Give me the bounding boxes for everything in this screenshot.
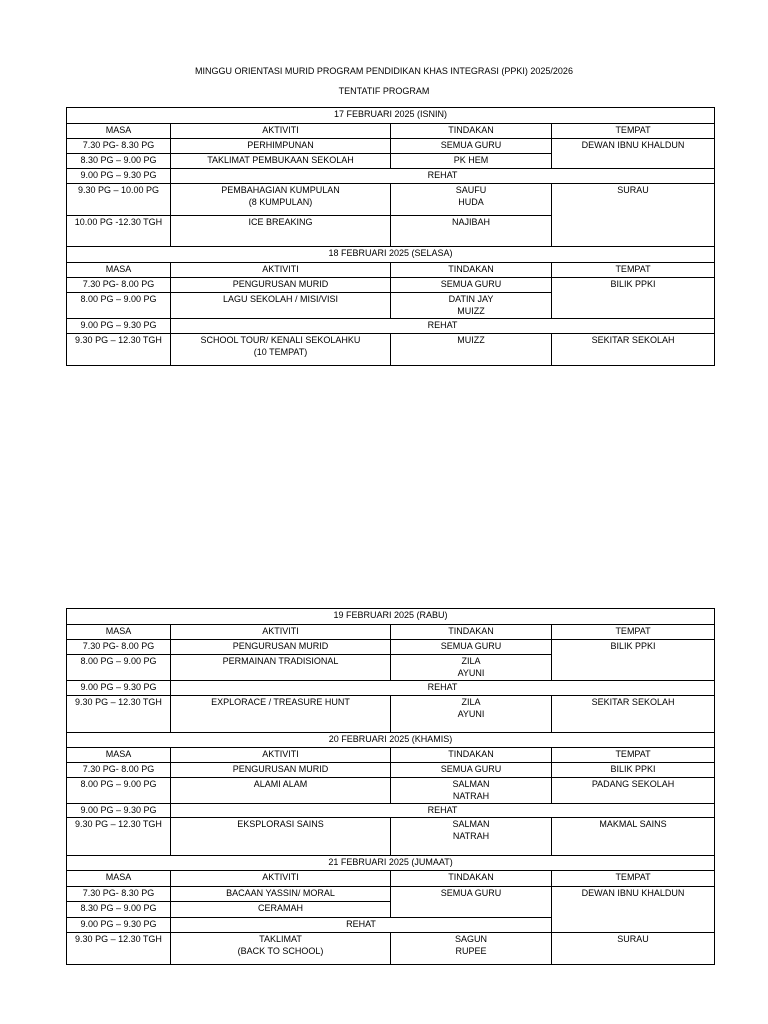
break-cell: REHAT [171, 918, 552, 933]
table-row [67, 933, 715, 965]
time-cell: 8.00 PG – 9.00 PG [67, 778, 171, 804]
time-cell: 9.30 PG – 12.30 TGH [67, 696, 171, 733]
action-cell: SEMUA GURU [391, 640, 552, 655]
person-name: AYUNI [457, 709, 485, 719]
day-heading: 21 FEBRUARI 2025 (JUMAAT) [67, 856, 715, 871]
venue-cell: DEWAN IBNU KHALDUN [552, 139, 715, 169]
col-tindakan: TINDAKAN [391, 625, 552, 640]
col-tindakan: TINDAKAN [391, 871, 552, 887]
activity-cell: BACAAN YASSIN/ MORAL [171, 887, 391, 902]
activity-cell [171, 184, 391, 216]
col-aktiviti: AKTIVITI [171, 871, 391, 887]
day-heading: 20 FEBRUARI 2025 (KHAMIS) [67, 733, 715, 748]
schedule-table-1 [66, 107, 715, 366]
person-name: AYUNI [457, 668, 485, 678]
time-cell: 9.30 PG – 12.30 TGH [67, 933, 171, 965]
venue-cell: MAKMAL SAINS [552, 818, 715, 856]
person-name: SALMAN [452, 779, 490, 789]
time-cell: 7.30 PG- 8.30 PG [67, 139, 171, 154]
activity-line: (10 TEMPAT) [253, 347, 308, 357]
break-cell: REHAT [171, 681, 715, 696]
person-name: NATRAH [452, 791, 490, 801]
venue-cell: BILIK PPKI [552, 640, 715, 681]
table-row [67, 139, 715, 154]
column-header-row [67, 124, 715, 139]
person-name: SAUFU [455, 185, 487, 195]
col-tindakan: TINDAKAN [391, 263, 552, 278]
time-cell: 9.30 PG – 12.30 TGH [67, 334, 171, 366]
break-cell: REHAT [171, 319, 715, 334]
time-cell: 9.00 PG – 9.30 PG [67, 804, 171, 818]
time-cell: 7.30 PG- 8.30 PG [67, 887, 171, 902]
person-name: ZILA [461, 656, 481, 666]
column-header-row [67, 263, 715, 278]
col-masa: MASA [67, 124, 171, 139]
activity-cell: CERAMAH [171, 902, 391, 918]
venue-cell: SEKITAR SEKOLAH [552, 334, 715, 366]
table-row [67, 763, 715, 778]
col-aktiviti: AKTIVITI [171, 748, 391, 763]
activity-cell [171, 933, 391, 965]
col-tempat: TEMPAT [552, 625, 715, 640]
activity-cell: PERHIMPUNAN [171, 139, 391, 154]
table-row [67, 640, 715, 655]
table-row [67, 778, 715, 804]
time-cell: 8.30 PG – 9.00 PG [67, 902, 171, 918]
time-cell: 7.30 PG- 8.00 PG [67, 763, 171, 778]
action-cell: SEMUA GURU [391, 278, 552, 293]
activity-cell: PENGURUSAN MURID [171, 763, 391, 778]
time-cell: 8.30 PG – 9.00 PG [67, 154, 171, 169]
action-cell: SEMUA GURU [391, 139, 552, 154]
action-cell [391, 778, 552, 804]
day-heading: 18 FEBRUARI 2025 (SELASA) [67, 247, 715, 263]
col-tindakan: TINDAKAN [391, 748, 552, 763]
activity-cell: PERMAINAN TRADISIONAL [171, 655, 391, 681]
col-masa: MASA [67, 263, 171, 278]
person-name: SALMAN [452, 819, 490, 829]
table-row [67, 887, 715, 902]
venue-cell: SURAU [552, 184, 715, 247]
table-row [67, 818, 715, 856]
action-cell [391, 293, 552, 319]
action-cell [391, 655, 552, 681]
col-tempat: TEMPAT [552, 124, 715, 139]
col-masa: MASA [67, 871, 171, 887]
time-cell: 8.00 PG – 9.00 PG [67, 293, 171, 319]
time-cell: 8.00 PG – 9.00 PG [67, 655, 171, 681]
column-header-row [67, 748, 715, 763]
venue-cell: SURAU [552, 933, 715, 965]
break-row [67, 804, 715, 818]
activity-cell [171, 334, 391, 366]
time-cell: 9.30 PG – 10.00 PG [67, 184, 171, 216]
time-cell: 9.00 PG – 9.30 PG [67, 169, 171, 184]
col-tempat: TEMPAT [552, 263, 715, 278]
venue-cell: SEKITAR SEKOLAH [552, 696, 715, 733]
break-cell: REHAT [171, 804, 715, 818]
person-name: MUIZZ [457, 306, 485, 316]
time-cell: 7.30 PG- 8.00 PG [67, 278, 171, 293]
time-cell: 7.30 PG- 8.00 PG [67, 640, 171, 655]
activity-cell: ALAMI ALAM [171, 778, 391, 804]
action-cell: SEMUA GURU [391, 763, 552, 778]
column-header-row [67, 871, 715, 887]
activity-cell: ICE BREAKING [171, 216, 391, 247]
schedule-table-2 [66, 608, 715, 965]
action-cell [391, 696, 552, 733]
action-cell: SEMUA GURU [391, 887, 552, 918]
venue-cell: BILIK PPKI [552, 763, 715, 778]
column-header-row [67, 625, 715, 640]
time-cell: 9.30 PG – 12.30 TGH [67, 818, 171, 856]
venue-cell: DEWAN IBNU KHALDUN [552, 887, 715, 933]
person-name: DATIN JAY [448, 294, 494, 304]
document-subtitle: TENTATIF PROGRAM [338, 86, 430, 96]
person-name: RUPEE [455, 946, 487, 956]
venue-cell: PADANG SEKOLAH [552, 778, 715, 804]
activity-cell: PENGURUSAN MURID [171, 640, 391, 655]
action-cell: NAJIBAH [391, 216, 552, 247]
activity-line: (8 KUMPULAN) [248, 197, 313, 207]
activity-line: PEMBAHAGIAN KUMPULAN [221, 185, 340, 195]
activity-line: SCHOOL TOUR/ KENALI SEKOLAHKU [200, 335, 361, 345]
activity-cell: EXPLORACE / TREASURE HUNT [171, 696, 391, 733]
table-row [67, 334, 715, 366]
time-cell: 10.00 PG -12.30 TGH [67, 216, 171, 247]
table-row [67, 278, 715, 293]
col-tindakan: TINDAKAN [391, 124, 552, 139]
activity-cell: EKSPLORASI SAINS [171, 818, 391, 856]
action-cell [391, 933, 552, 965]
col-aktiviti: AKTIVITI [171, 124, 391, 139]
person-name: NATRAH [452, 831, 490, 841]
break-row [67, 681, 715, 696]
activity-cell: PENGURUSAN MURID [171, 278, 391, 293]
break-row [67, 169, 715, 184]
activity-cell: TAKLIMAT PEMBUKAAN SEKOLAH [171, 154, 391, 169]
time-cell: 9.00 PG – 9.30 PG [67, 918, 171, 933]
col-aktiviti: AKTIVITI [171, 263, 391, 278]
person-name: HUDA [458, 197, 484, 207]
col-tempat: TEMPAT [552, 871, 715, 887]
venue-cell: BILIK PPKI [552, 278, 715, 319]
time-cell: 9.00 PG – 9.30 PG [67, 319, 171, 334]
col-tempat: TEMPAT [552, 748, 715, 763]
col-masa: MASA [67, 625, 171, 640]
col-aktiviti: AKTIVITI [171, 625, 391, 640]
activity-cell: LAGU SEKOLAH / MISI/VISI [171, 293, 391, 319]
person-name: SAGUN [454, 934, 487, 944]
document-title: MINGGU ORIENTASI MURID PROGRAM PENDIDIKAN KHAS INTEGRASI (PPKI) 2025/2026 [195, 66, 573, 76]
activity-line: (BACK TO SCHOOL) [237, 946, 324, 956]
activity-line: TAKLIMAT [259, 934, 302, 944]
table-row [67, 184, 715, 216]
break-row [67, 319, 715, 334]
action-cell [391, 184, 552, 216]
action-cell: PK HEM [391, 154, 552, 169]
day-heading: 17 FEBRUARI 2025 (ISNIN) [67, 108, 715, 124]
day-heading: 19 FEBRUARI 2025 (RABU) [67, 609, 715, 625]
action-cell [391, 818, 552, 856]
action-cell: MUIZZ [391, 334, 552, 366]
table-row [67, 696, 715, 733]
time-cell: 9.00 PG – 9.30 PG [67, 681, 171, 696]
col-masa: MASA [67, 748, 171, 763]
person-name: ZILA [461, 697, 481, 707]
break-cell: REHAT [171, 169, 715, 184]
